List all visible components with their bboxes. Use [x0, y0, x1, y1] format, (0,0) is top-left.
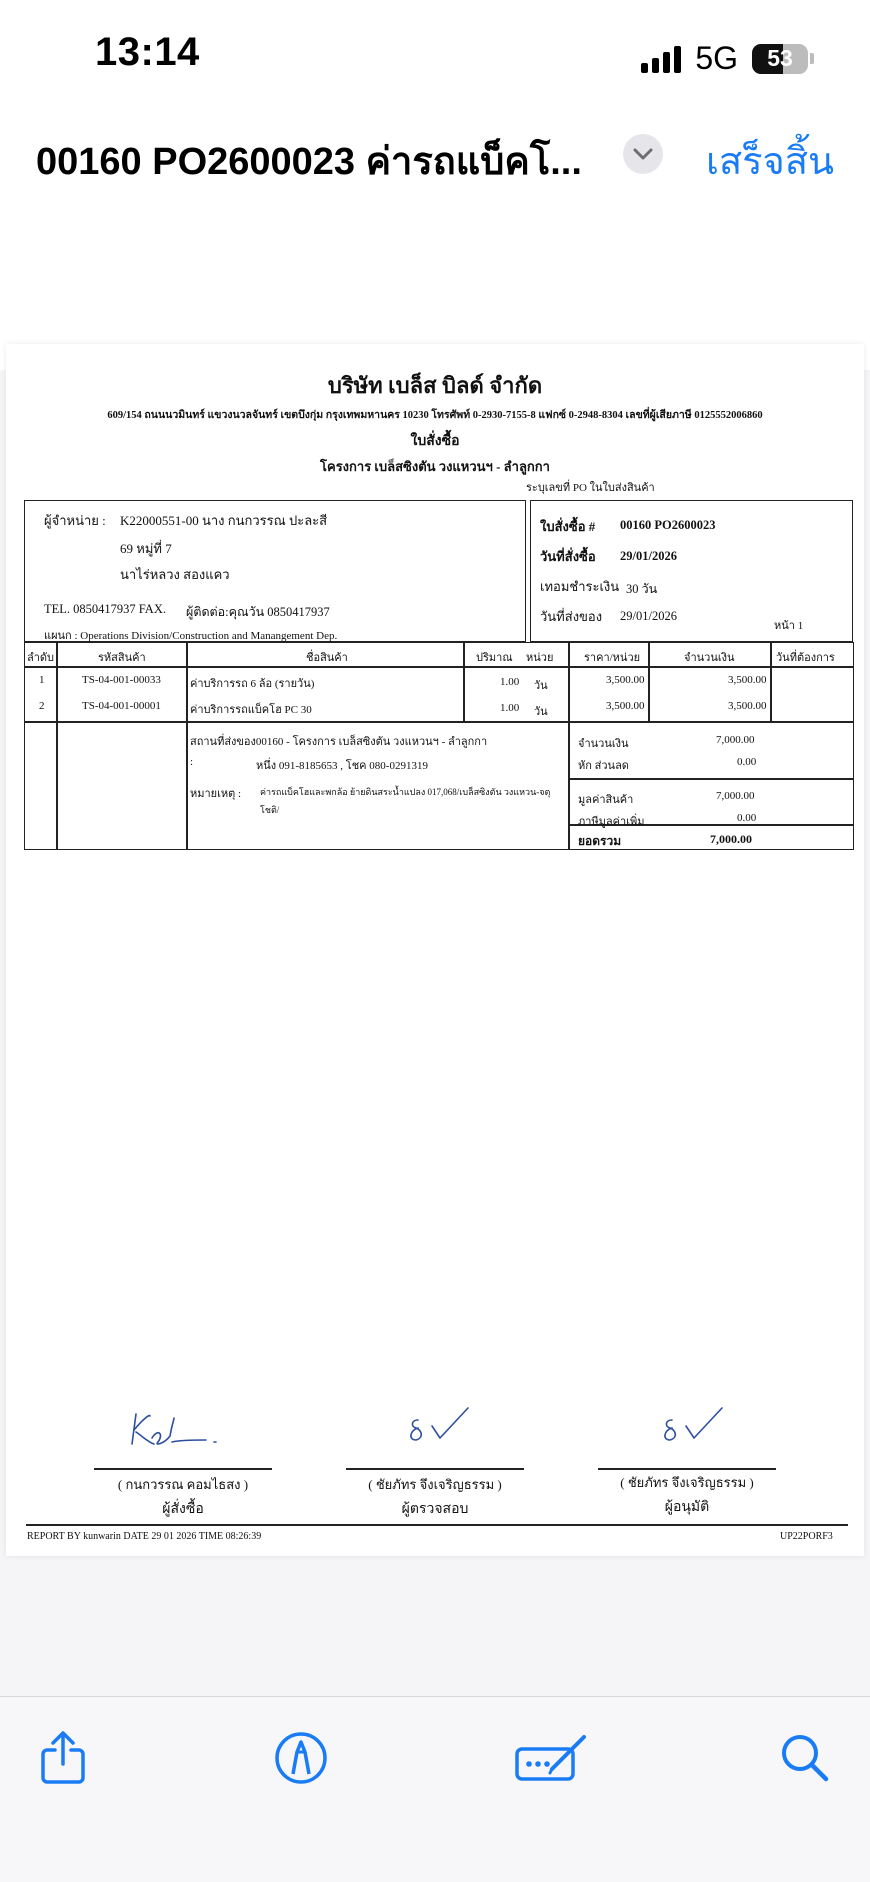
goods-value-label: มูลค่าสินค้า: [578, 794, 634, 806]
checker-role: ผู้ตรวจสอบ: [401, 1502, 469, 1517]
item-1-name: ค่าบริการรถ 6 ล้อ (รายวัน): [190, 678, 315, 690]
delivery-date-label: วันที่ส่งของ: [540, 609, 603, 624]
remark-label: หมายเหตุ :: [190, 788, 242, 800]
item-1-no: 1: [39, 674, 45, 686]
markup-button[interactable]: [266, 1723, 336, 1793]
nav-header: [0, 110, 870, 370]
signature-icon: [514, 1733, 590, 1783]
purchaser-name: ( กนกวรรณ คอมไธสง ): [117, 1477, 249, 1492]
sum-label: จำนวนเงิน: [578, 738, 629, 750]
col-required-date: วันที่ต้องการ: [776, 652, 835, 664]
vendor-address-1: 69 หมู่ที่ 7: [120, 541, 172, 556]
signature-checker: [402, 1402, 482, 1448]
item-2-no: 2: [39, 700, 45, 712]
item-1-amount: 3,500.00: [728, 674, 767, 686]
item-1-code: TS-04-001-00033: [82, 674, 161, 686]
item-2-code: TS-04-001-00001: [82, 700, 161, 712]
vendor-name: K22000551-00 นาง กนกวรรณ ปะละสี: [120, 513, 328, 528]
company-address: 609/154 ถนนนวมินทร์ แขวงนวลจันทร์ เขตบึงกุ่ม กรุงเทพมหานคร 10230 โทรศัพท์ 0-2930-7155-8 แฟกซ์ 0-2948-8304 เลขที่ผู้เสียภาษี 0125552006860: [107, 410, 763, 421]
document-type: ใบสั่งซื้อ: [410, 434, 460, 449]
vat-label: ภาษีมูลค่าเพิ่ม: [578, 816, 645, 828]
order-date-label: วันที่สั่งซื้อ: [540, 549, 596, 564]
col-no: ลำดับ: [27, 652, 55, 664]
item-2-price: 3,500.00: [606, 700, 645, 712]
goods-value: 7,000.00: [716, 790, 755, 802]
po-note: ระบุเลขที่ PO ในใบส่งสินค้า: [526, 482, 655, 494]
battery-level: 53: [767, 44, 793, 71]
payment-terms: 30 วัน: [626, 582, 658, 596]
col-unit: หน่วย: [526, 652, 554, 664]
search-icon: [778, 1731, 832, 1785]
markup-icon: [273, 1730, 329, 1786]
cellular-signal-icon: [641, 45, 681, 73]
order-date: 29/01/2026: [620, 549, 677, 563]
document-title[interactable]: 00160 PO2600023 ค่ารถแบ็คโ...: [36, 141, 582, 183]
remark-line-1: ค่ารถแบ็คโฮและพกล้อ ย้ายดินสระน้ำแปลง 017,068/เบล็สซิงตัน วงแหวน-จตุ: [260, 787, 551, 797]
project-name: โครงการ เบล็สซิงตัน วงแหวนฯ - ลำลูกกา: [320, 459, 550, 474]
item-2-qty: 1.00: [500, 702, 520, 714]
grand-total-label: ยอดรวม: [578, 834, 622, 848]
page-number: หน้า 1: [774, 620, 804, 632]
item-2-unit: วัน: [534, 706, 548, 718]
discount-value: 0.00: [737, 756, 757, 768]
item-2-amount: 3,500.00: [728, 700, 767, 712]
chevron-down-icon: [633, 148, 653, 160]
po-number: 00160 PO2600023: [620, 518, 716, 532]
vendor-tel: TEL. 0850417937 FAX.: [44, 602, 166, 616]
col-qty: ปริมาณ: [476, 652, 513, 664]
done-button[interactable]: เสร็จสิ้น: [705, 141, 834, 183]
report-code: UP22PORF3: [780, 1531, 833, 1542]
signature-purchaser: [124, 1406, 224, 1450]
col-code: รหัสสินค้า: [98, 652, 146, 664]
report-by: REPORT BY kunwarin DATE 29 01 2026 TIME 08:26:39: [27, 1531, 262, 1542]
status-icons: [641, 40, 814, 77]
item-1-qty: 1.00: [500, 676, 520, 688]
bottom-toolbar: [0, 1696, 870, 1882]
network-type: 5G: [695, 40, 738, 76]
po-number-label: ใบสั่งซื้อ #: [540, 519, 596, 534]
battery-icon: [752, 44, 808, 74]
grand-total-value: 7,000.00: [710, 832, 752, 846]
approver-name: ( ชัยภัทร จึงเจริญธรรม ): [620, 1475, 754, 1490]
col-price: ราคา/หน่วย: [584, 652, 641, 664]
delivery-date: 29/01/2026: [620, 609, 677, 623]
discount-label: หัก ส่วนลด: [578, 760, 629, 772]
title-menu-button[interactable]: [623, 134, 663, 174]
search-button[interactable]: [770, 1723, 840, 1793]
delivery-place: สถานที่ส่งของ00160 - โครงการ เบล็สซิงตัน วงแหวนฯ - ลำลูกกา: [190, 736, 488, 748]
payment-terms-label: เทอมชำระเงิน: [540, 579, 620, 594]
share-button[interactable]: [28, 1723, 98, 1793]
share-icon: [37, 1730, 89, 1786]
col-name: ชื่อสินค้า: [306, 652, 348, 664]
status-time: 13:14: [95, 30, 200, 74]
checker-name: ( ชัยภัทร จึงเจริญธรรม ): [368, 1477, 502, 1492]
item-1-price: 3,500.00: [606, 674, 645, 686]
approver-role: ผู้อนุมัติ: [664, 1500, 710, 1515]
remark-line-2: โชติ/: [260, 805, 280, 815]
vendor-label: ผู้จำหน่าย :: [44, 513, 106, 528]
vendor-contact: ผู้ติดต่อ:คุณวัน 0850417937: [186, 605, 330, 619]
signature-button[interactable]: [510, 1723, 594, 1793]
vat-value: 0.00: [737, 812, 757, 824]
signature-approver: [656, 1402, 736, 1448]
status-bar: [0, 0, 870, 110]
purchaser-role: ผู้สั่งซื้อ: [162, 1502, 204, 1517]
col-amount: จำนวนเงิน: [684, 652, 735, 664]
vendor-department: แผนก : Operations Division/Construction and Manangement Dep.: [44, 630, 338, 642]
delivery-contact-label: :: [190, 756, 194, 768]
item-1-unit: วัน: [534, 680, 548, 692]
company-name: บริษัท เบล็ส บิลด์ จำกัด: [327, 373, 543, 398]
document-page: [6, 344, 864, 1556]
vendor-address-2: นาไร่หลวง สองแคว: [120, 567, 230, 582]
delivery-contact: หนึ่ง 091-8185653 , โชค 080-0291319: [256, 760, 428, 772]
sum-value: 7,000.00: [716, 734, 755, 746]
item-2-name: ค่าบริการรถแบ็คโฮ PC 30: [190, 704, 312, 716]
